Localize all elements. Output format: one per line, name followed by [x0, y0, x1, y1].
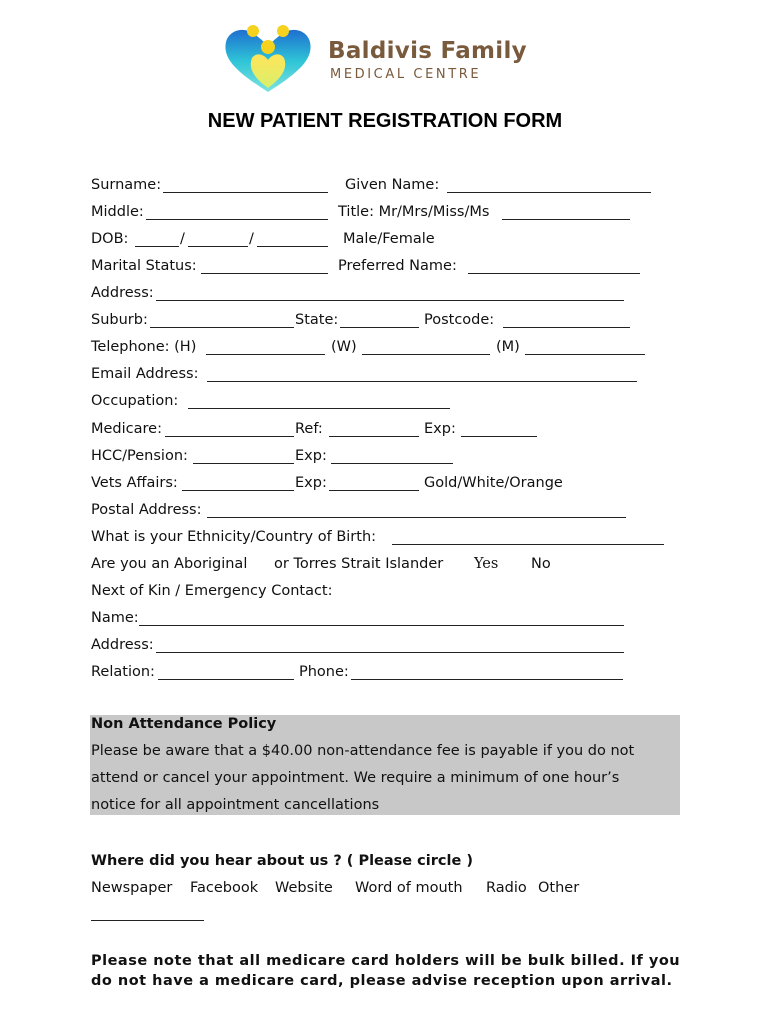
- referral-option-newspaper[interactable]: Newspaper: [91, 880, 173, 896]
- referral-option-radio[interactable]: Radio: [486, 880, 527, 896]
- clinic-logo: [220, 22, 560, 94]
- dob-year-field[interactable]: [257, 246, 328, 247]
- dob-label: DOB:: [91, 231, 129, 247]
- policy-text-line: notice for all appointment cancellations: [91, 797, 380, 813]
- title-field[interactable]: [502, 219, 630, 220]
- telephone-mobile-field[interactable]: [525, 354, 645, 355]
- hcc-pension-field[interactable]: [193, 463, 294, 464]
- kin-address-field[interactable]: [156, 652, 624, 653]
- kin-name-label: Name:: [91, 610, 139, 626]
- medicare-exp-label: Exp:: [424, 421, 456, 437]
- vets-affairs-label: Vets Affairs:: [91, 475, 178, 491]
- ethnicity-field[interactable]: [392, 544, 664, 545]
- referral-option-website[interactable]: Website: [275, 880, 333, 896]
- given-name-label: Given Name:: [345, 177, 440, 193]
- telephone-mobile-label: (M): [496, 339, 520, 355]
- kin-relation-label: Relation:: [91, 664, 155, 680]
- occupation-field[interactable]: [188, 408, 450, 409]
- kin-relation-field[interactable]: [158, 679, 294, 680]
- family-heart-icon: [220, 22, 316, 94]
- medicare-label: Medicare:: [91, 421, 162, 437]
- no-option-label: No: [531, 556, 551, 572]
- surname-label: Surname:: [91, 177, 162, 193]
- middle-name-field[interactable]: [146, 219, 328, 220]
- policy-text-line: attend or cancel your appointment. We require a minimum of one hour’s: [91, 770, 620, 786]
- form-title: NEW PATIENT REGISTRATION FORM: [207, 110, 563, 132]
- suburb-label: Suburb:: [91, 312, 148, 328]
- kin-phone-label: Phone:: [299, 664, 349, 680]
- torres-strait-label: or Torres Strait Islander: [274, 556, 444, 572]
- telephone-work-field[interactable]: [362, 354, 490, 355]
- postcode-field[interactable]: [503, 327, 630, 328]
- ethnicity-label: What is your Ethnicity/Country of Birth:: [91, 529, 377, 545]
- brand-subtitle: MEDICAL CENTRE: [330, 67, 482, 82]
- vets-exp-field[interactable]: [329, 490, 419, 491]
- preferred-name-field[interactable]: [468, 273, 640, 274]
- next-of-kin-heading: Next of Kin / Emergency Contact:: [91, 583, 333, 599]
- title-label: Title: Mr/Mrs/Miss/Ms: [338, 204, 490, 220]
- referral-option-other[interactable]: Other: [538, 880, 580, 896]
- referral-other-field[interactable]: [91, 920, 204, 921]
- medicare-number-field[interactable]: [165, 436, 294, 437]
- dob-month-field[interactable]: [188, 246, 248, 247]
- state-label: State:: [295, 312, 339, 328]
- postcode-label: Postcode:: [424, 312, 495, 328]
- referral-option-facebook[interactable]: Facebook: [190, 880, 259, 896]
- medicare-ref-field[interactable]: [329, 436, 419, 437]
- hcc-exp-field[interactable]: [331, 463, 453, 464]
- vets-affairs-field[interactable]: [182, 490, 294, 491]
- marital-status-field[interactable]: [201, 273, 328, 274]
- preferred-name-label: Preferred Name:: [338, 258, 457, 274]
- brand-name: Baldivis Family: [328, 38, 527, 64]
- given-name-field[interactable]: [447, 192, 651, 193]
- postal-address-field[interactable]: [207, 517, 626, 518]
- kin-name-field[interactable]: [139, 625, 624, 626]
- email-label: Email Address:: [91, 366, 199, 382]
- referral-question: Where did you hear about us ? ( Please circle ): [91, 853, 473, 869]
- medicare-ref-label: Ref:: [295, 421, 323, 437]
- medicare-exp-field[interactable]: [461, 436, 537, 437]
- policy-text-line: Please be aware that a $40.00 non-attendance fee is payable if you do not: [91, 743, 635, 759]
- telephone-home-label: Telephone: (H): [91, 339, 197, 355]
- address-label: Address:: [91, 285, 154, 301]
- aboriginal-question-label: Are you an Aboriginal: [91, 556, 248, 572]
- dob-separator: /: [249, 231, 254, 247]
- hcc-pension-label: HCC/Pension:: [91, 448, 188, 464]
- marital-status-label: Marital Status:: [91, 258, 197, 274]
- kin-address-label: Address:: [91, 637, 154, 653]
- card-colour-options[interactable]: Gold/White/Orange: [424, 475, 563, 491]
- kin-phone-field[interactable]: [351, 679, 623, 680]
- suburb-field[interactable]: [150, 327, 294, 328]
- dob-day-field[interactable]: [135, 246, 179, 247]
- telephone-work-label: (W): [331, 339, 357, 355]
- policy-heading: Non Attendance Policy: [91, 716, 277, 732]
- state-field[interactable]: [340, 327, 419, 328]
- surname-field[interactable]: [163, 192, 328, 193]
- occupation-label: Occupation:: [91, 393, 179, 409]
- referral-option-word-of-mouth[interactable]: Word of mouth: [355, 880, 463, 896]
- email-field[interactable]: [207, 381, 637, 382]
- address-field[interactable]: [156, 300, 624, 301]
- bulk-billing-note: Please note that all medicare card holders will be bulk billed. If you do not have a medicare card, please advise reception upon arrival.: [91, 953, 681, 989]
- hcc-exp-label: Exp:: [295, 448, 327, 464]
- middle-label: Middle:: [91, 204, 144, 220]
- yes-option-label: Yes: [474, 556, 499, 572]
- dob-separator: /: [180, 231, 185, 247]
- telephone-home-field[interactable]: [206, 354, 325, 355]
- postal-address-label: Postal Address:: [91, 502, 202, 518]
- sex-label: Male/Female: [343, 231, 435, 247]
- vets-exp-label: Exp:: [295, 475, 327, 491]
